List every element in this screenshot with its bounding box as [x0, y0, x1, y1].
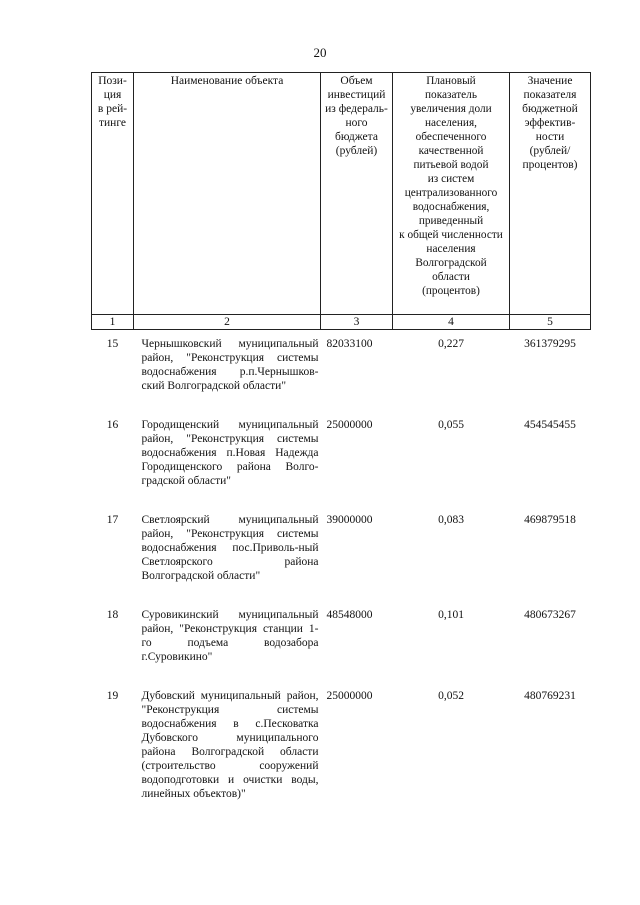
object-name-cell: Светлоярский муниципальный район, "Реконструкция системы водоснабжения пос.Приволь-ный Светлоярского района Волгоградской области": [141, 514, 319, 582]
share-cell: 0,101: [438, 609, 464, 621]
position-cell: 17: [106, 514, 119, 526]
investment-table: [91, 72, 591, 823]
share-cell: 0,055: [438, 419, 464, 431]
efficiency-cell: 480769231: [524, 690, 576, 702]
column-number: 2: [134, 315, 321, 330]
investment-cell: 39000000: [326, 514, 373, 526]
position-cell: 19: [106, 690, 119, 702]
investment-cell: 25000000: [326, 419, 373, 431]
table-row: [92, 330, 591, 416]
efficiency-cell: 361379295: [524, 338, 576, 350]
column-number: 5: [510, 315, 591, 330]
investment-cell: 82033100: [326, 338, 373, 350]
header-investment: Объем инвестиций из федераль- ного бюджета (рублей): [321, 73, 393, 315]
position-cell: 18: [106, 609, 119, 621]
position-cell: 16: [106, 419, 119, 431]
object-name-cell: Чернышковский муниципальный район, "Реконструкция системы водоснабжения р.п.Чернышков-ский Волгоградской области": [141, 338, 319, 392]
table-row: [92, 510, 591, 605]
header-efficiency: Значение показателя бюджетной эффектив- ности (рублей/ процентов): [510, 73, 591, 315]
object-name-cell: Дубовский муниципальный район, "Реконструкция системы водоснабжения в с.Песковатка Дубовского муниципального района Волгоградской области (строительство сооружений водоподготовки и очистки воды, линейных объектов)": [141, 690, 319, 800]
column-number: 3: [321, 315, 393, 330]
header-object-name: Наименование объекта: [134, 73, 321, 315]
table-row: [92, 686, 591, 823]
page-number: 20: [313, 45, 327, 60]
efficiency-cell: 469879518: [524, 514, 576, 526]
header-row: [92, 73, 591, 315]
efficiency-cell: 454545455: [524, 419, 576, 431]
table-row: [92, 415, 591, 510]
header-position: Пози- ция в рей- тинге: [92, 73, 134, 315]
object-name-cell: Городищенский муниципальный район, "Реконструкция системы водоснабжения п.Новая Надежда Городищенского района Волго-градской области": [141, 419, 319, 487]
column-number: 1: [92, 315, 134, 330]
column-number-row: [92, 315, 591, 330]
share-cell: 0,052: [438, 690, 464, 702]
table-row: [92, 605, 591, 686]
column-number: 4: [393, 315, 510, 330]
investment-cell: 25000000: [326, 690, 373, 702]
efficiency-cell: 480673267: [524, 609, 576, 621]
position-cell: 15: [106, 338, 119, 350]
header-planned-indicator: Плановый показатель увеличения доли населения, обеспеченного качественной питьевой водой из систем централизованного водоснабжения, приведенный к общей численности населения Волгоградской области (процентов): [393, 73, 510, 315]
object-name-cell: Суровикинский муниципальный район, "Реконструкция станции 1-го подъема водозабора г.Суровикино": [141, 609, 319, 663]
share-cell: 0,227: [438, 338, 464, 350]
investment-cell: 48548000: [326, 609, 373, 621]
share-cell: 0,083: [438, 514, 464, 526]
